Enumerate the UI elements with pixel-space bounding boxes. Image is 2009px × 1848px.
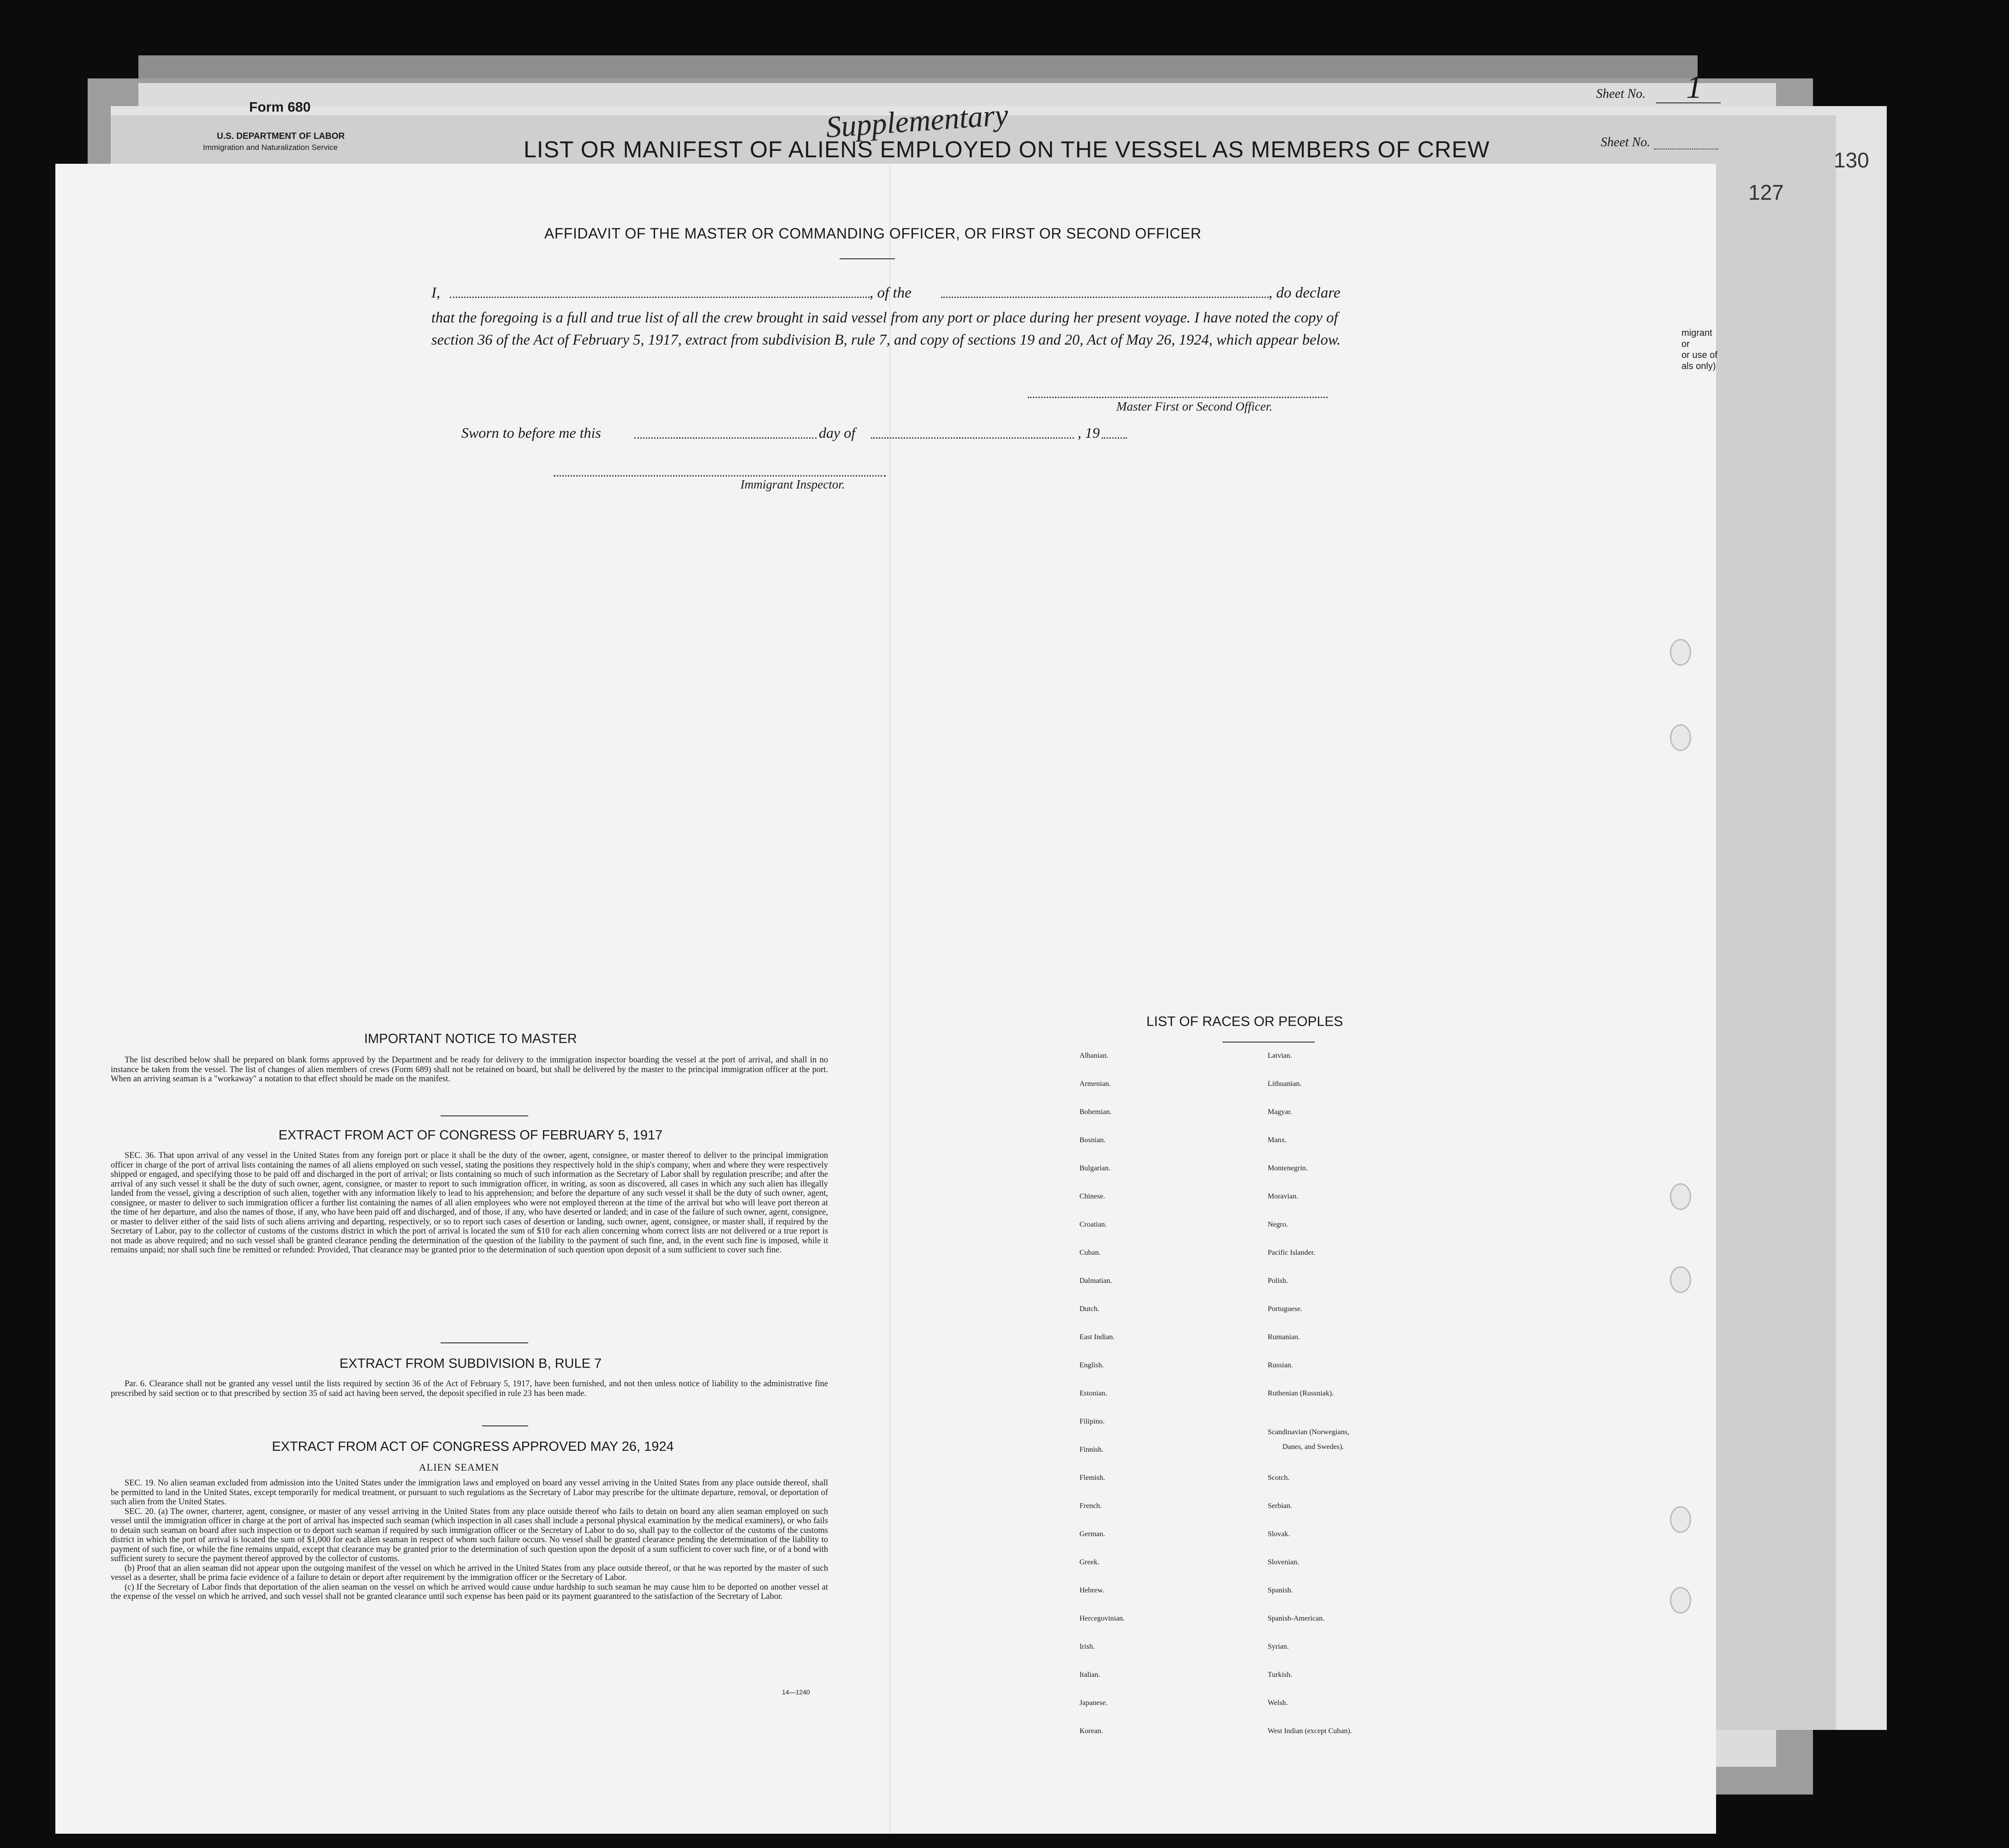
race-item: Magyar. <box>1268 1108 1292 1116</box>
race-item: Russian. <box>1268 1361 1293 1369</box>
race-item: Latvian. <box>1268 1052 1292 1060</box>
race-item: Ruthenian (Russniak). <box>1268 1389 1334 1397</box>
section-19-paragraph: SEC. 19. No alien seaman excluded from admission into the United States under the immigration laws and employed on board any vessel arriving in the United States from any place outside thereof, shall be permitted to land in the United States, except temporarily for medical treatment, or pursuant to such regulations as the Secretary of Labor may prescribe for the ultimate departure, removal, or deportation of such alien from the United States. <box>111 1478 828 1507</box>
punch-hole <box>1670 1506 1691 1533</box>
race-item: German. <box>1079 1530 1105 1538</box>
section-20b-paragraph: (b) Proof that an alien seaman did not appear upon the outgoing manifest of the vessel on which he arrived in the United States from any place outside thereof, or that he was reported by the master of such vessel as a deserter, shall be prima facie evidence of a failure to detain or deport after requirement by the immigration officer or the Secretary of Labor. <box>111 1563 828 1582</box>
race-item: Bohemian. <box>1079 1108 1112 1116</box>
extract-1917-text <box>111 1151 828 1255</box>
race-item: Estonian. <box>1079 1389 1107 1397</box>
rule7-title: EXTRACT FROM SUBDIVISION B, RULE 7 <box>339 1356 602 1371</box>
race-item: Serbian. <box>1268 1502 1292 1510</box>
form-footnote: 14—1240 <box>782 1688 810 1696</box>
sheet-number-value-1: 1 <box>1686 70 1702 105</box>
form-number: Form 680 <box>249 100 311 115</box>
notice-paragraph: The list described below shall be prepared on blank forms approved by the Department and be ready for delivery to the immigration inspector boarding the vessel at the port of arrival, and shall in no instance be taken from the vessel. The list of changes of alien members of crews (Form 689) shall not be retained on board, but shall be delivered by the master to the principal immigration officer at the port. When an arriving seaman is a "workaway" a notation to that effect should be made on the manifest. <box>111 1055 828 1084</box>
race-item: Irish. <box>1079 1643 1095 1651</box>
section-rule <box>441 1342 528 1343</box>
race-item: East Indian. <box>1079 1333 1115 1341</box>
race-item: Dalmatian. <box>1079 1277 1112 1285</box>
affidavit-title: AFFIDAVIT OF THE MASTER OR COMMANDING OFFICER, OR FIRST OR SECOND OFFICER <box>544 225 1202 242</box>
race-item: Filipino. <box>1079 1418 1105 1425</box>
race-item: Flemish. <box>1079 1474 1105 1482</box>
race-item: Chinese. <box>1079 1192 1105 1200</box>
punch-hole <box>1670 1183 1691 1210</box>
master-signature-label: Master First or Second Officer. <box>1116 399 1273 413</box>
sworn-prefix: Sworn to before me this <box>461 424 601 441</box>
race-item: Danes, and Swedes). <box>1282 1443 1344 1451</box>
section-20c-paragraph: (c) If the Secretary of Labor finds that deportation of the alien seaman on the vessel on which he arrived would cause undue hardship to such seaman he may cause him to be deported on another vessel at the expense of the vessel on which he arrived, and such vessel shall not be granted clearance until such expense has been paid or its payment guaranteed to the satisfaction of the Secretary of Labor. <box>111 1582 828 1601</box>
manifest-title: LIST OR MANIFEST OF ALIENS EMPLOYED ON THE VESSEL AS MEMBERS OF CREW <box>524 137 1490 162</box>
inspector-signature-field[interactable] <box>554 475 886 477</box>
sworn-month-field[interactable] <box>871 437 1074 439</box>
sworn-year-label: , 19 <box>1078 424 1100 441</box>
race-item: English. <box>1079 1361 1104 1369</box>
extract-1917-title: EXTRACT FROM ACT OF CONGRESS OF FEBRUARY 5, 1917 <box>278 1128 663 1143</box>
section-rule <box>482 1425 528 1426</box>
inspector-signature-label: Immigrant Inspector. <box>740 477 845 491</box>
race-item: Moravian. <box>1268 1192 1299 1200</box>
fold-line <box>889 164 890 1834</box>
sheet-number-label-1: Sheet No. <box>1596 87 1646 101</box>
master-signature-field[interactable] <box>1028 397 1328 398</box>
race-item: Spanish. <box>1268 1586 1293 1594</box>
race-item: Greek. <box>1079 1558 1100 1566</box>
punch-hole <box>1670 724 1691 751</box>
race-item: Syrian. <box>1268 1643 1289 1651</box>
race-item: Dutch. <box>1079 1305 1100 1313</box>
race-item: Croatian. <box>1079 1221 1107 1228</box>
sworn-date-field[interactable] <box>634 437 817 439</box>
race-item: Slovak. <box>1268 1530 1290 1538</box>
race-item: Albanian. <box>1079 1052 1109 1060</box>
race-item: Korean. <box>1079 1727 1103 1735</box>
race-item: Rumanian. <box>1268 1333 1300 1341</box>
punch-hole <box>1670 639 1691 666</box>
extract-1924-text <box>111 1478 828 1602</box>
race-item: Portuguese. <box>1268 1305 1303 1313</box>
race-item: Armenian. <box>1079 1080 1111 1088</box>
race-item: Scandinavian (Norwegians, <box>1268 1428 1349 1436</box>
race-item: Japanese. <box>1079 1699 1108 1707</box>
sheet-number-label-2: Sheet No. <box>1601 135 1651 149</box>
race-item: Lithuanian. <box>1268 1080 1302 1088</box>
race-item: Cuban. <box>1079 1249 1101 1257</box>
notice-text <box>111 1055 828 1084</box>
races-column-2 <box>1268 1052 1508 1753</box>
notice-title: IMPORTANT NOTICE TO MASTER <box>364 1031 577 1046</box>
edge-number: 130 <box>1834 148 1869 172</box>
extract-1924-title: EXTRACT FROM ACT OF CONGRESS APPROVED MAY 26, 1924 <box>272 1439 674 1454</box>
race-item: Montenegrin. <box>1268 1164 1308 1172</box>
vessel-prefix: , of the <box>870 285 912 301</box>
race-item: Scotch. <box>1268 1474 1290 1482</box>
declarant-name-field[interactable] <box>450 297 870 298</box>
sworn-year-field[interactable] <box>1102 437 1127 439</box>
section-20a-paragraph: SEC. 20. (a) The owner, charterer, agent, consignee, or master of any vessel arriving in the United States from any place outside thereof who fails to detain on board any alien seaman employed on such vessel until the immigration officer in charge at the port of arrival has inspected such seaman (which inspection in all cases shall include a personal physical examination by the medical examiners), or who fails to detain such seaman on board after such inspection or to deport such seaman if required by such immigration officer or the Secretary of Labor to do so, shall pay to the collector of the customs of the customs district in which the port of arrival is located the sum of $1,000 for each alien seaman in respect of whom such failure occurs. No vessel shall be granted clearance pending the determination of the liability to payment of such fine, or while the fine remains unpaid, except that clearance may be granted prior to the determination of such question upon the deposit of a sum sufficient to cover such fine, or of a bond with sufficient surety to secure the payment thereof approved by the collector of customs. <box>111 1507 828 1563</box>
sworn-day-label: day of <box>819 424 856 441</box>
race-item: West Indian (except Cuban). <box>1268 1727 1352 1735</box>
race-item: Italian. <box>1079 1671 1100 1679</box>
page-number: 127 <box>1748 180 1784 204</box>
race-item: French. <box>1079 1502 1102 1510</box>
race-item: Spanish-American. <box>1268 1615 1325 1622</box>
race-item: Polish. <box>1268 1277 1288 1285</box>
declarant-prefix: I, <box>431 285 441 301</box>
punch-hole <box>1670 1266 1691 1293</box>
race-item: Manx. <box>1268 1136 1287 1144</box>
race-item: Negro. <box>1268 1221 1288 1228</box>
handwritten-note: Supplementary <box>824 98 1009 144</box>
department-label: U.S. DEPARTMENT OF LABOR <box>217 131 345 141</box>
declare-text: , do declare <box>1269 285 1341 301</box>
section-rule <box>441 1115 528 1116</box>
affidavit-body: that the foregoing is a full and true list of all the crew brought in said vessel from any port or place during her present voyage. I have noted the copy of section 36 of the Act of February 5, 1917, extract from subdivision B, rule 7, and copy of sections 19 and 20, Act of May 26, 1924, which appear below. <box>431 310 1341 348</box>
race-item: Bosnian. <box>1079 1136 1106 1144</box>
sheet-number-line-1 <box>1656 102 1721 103</box>
vessel-name-field[interactable] <box>941 297 1269 298</box>
races-title-rule <box>1222 1042 1315 1043</box>
section-36-paragraph: SEC. 36. That upon arrival of any vessel in the United States from any foreign port or place it shall be the duty of the owner, agent, consignee, or master thereof to deliver to the principal immigration officer in charge of the port of arrival lists containing the names of all aliens employed on such vessel, stating the positions they respectively hold in the ship's company, when and where they were respectively shipped or engaged, and specifying those to be paid off and discharged in the port of arrival; or lists containing so much of such information as the Secretary of Labor shall by regulation prescribe; and after the arrival of any such vessel it shall be the duty of such owner, agent, consignee, or master to report to such immigration officer, in writing, as soon as discovered, all cases in which any such alien has illegally landed from the vessel, giving a description of such alien, together with any information likely to lead to his apprehension; and before the departure of any such vessel it shall be the duty of such owner, agent, consignee, or master to deliver to such immigration officer a further list containing the names of all alien employees who were not employed thereon at the time of the arrival but who will leave port thereon at the time of her departure, and also the names of those, if any, who have been paid off and discharged, and of those, if any, who have deserted or landed; and in case of the failure of such owner, agent, consignee, or master to deliver either of the said lists of such aliens arriving and departing, respectively, or so to report such cases of desertion or landing, such owner, agent, consignee, or master shall, if required by the Secretary of Labor, pay to the collector of customs of the customs district in which the port of arrival is located the sum of $10 for each alien concerning whom correct lists are not delivered or a true report is not made as above required; and no such vessel shall be granted clearance pending the determination of the question of the liability to the payment of such fine, and, in the event such fine is imposed, while it remains unpaid; nor shall such fine be remitted or refunded: Provided, That clearance may be granted prior to the determination of such question upon deposit of a sum sufficient to cover such fine. <box>111 1151 828 1255</box>
race-item: Pacific Islander. <box>1268 1249 1316 1257</box>
edge-text-fragment: migrant or or use of als only) <box>1681 328 1717 371</box>
race-item: Hercegovinian. <box>1079 1615 1125 1622</box>
race-item: Slovenian. <box>1268 1558 1299 1566</box>
title-rule <box>840 258 895 259</box>
service-label: Immigration and Naturalization Service <box>203 143 338 152</box>
race-item: Welsh. <box>1268 1699 1288 1707</box>
rule7-paragraph: Par. 6. Clearance shall not be granted any vessel until the lists required by section 36 of the Act of February 5, 1917, have been furnished, and not then unless notice of liability to the administrative fine prescribed by said section or to that prescribed by section 35 of said act having been served, the deposit specified in rule 23 has been made. <box>111 1379 828 1398</box>
rule7-text <box>111 1379 828 1398</box>
race-item: Hebrew. <box>1079 1586 1104 1594</box>
race-item: Turkish. <box>1268 1671 1293 1679</box>
race-item: Bulgarian. <box>1079 1164 1111 1172</box>
races-column-1 <box>1079 1052 1264 1753</box>
alien-seamen-subtitle: ALIEN SEAMEN <box>419 1461 499 1473</box>
races-title: LIST OF RACES OR PEOPLES <box>1146 1014 1343 1029</box>
race-item: Finnish. <box>1079 1446 1104 1454</box>
punch-hole <box>1670 1587 1691 1614</box>
